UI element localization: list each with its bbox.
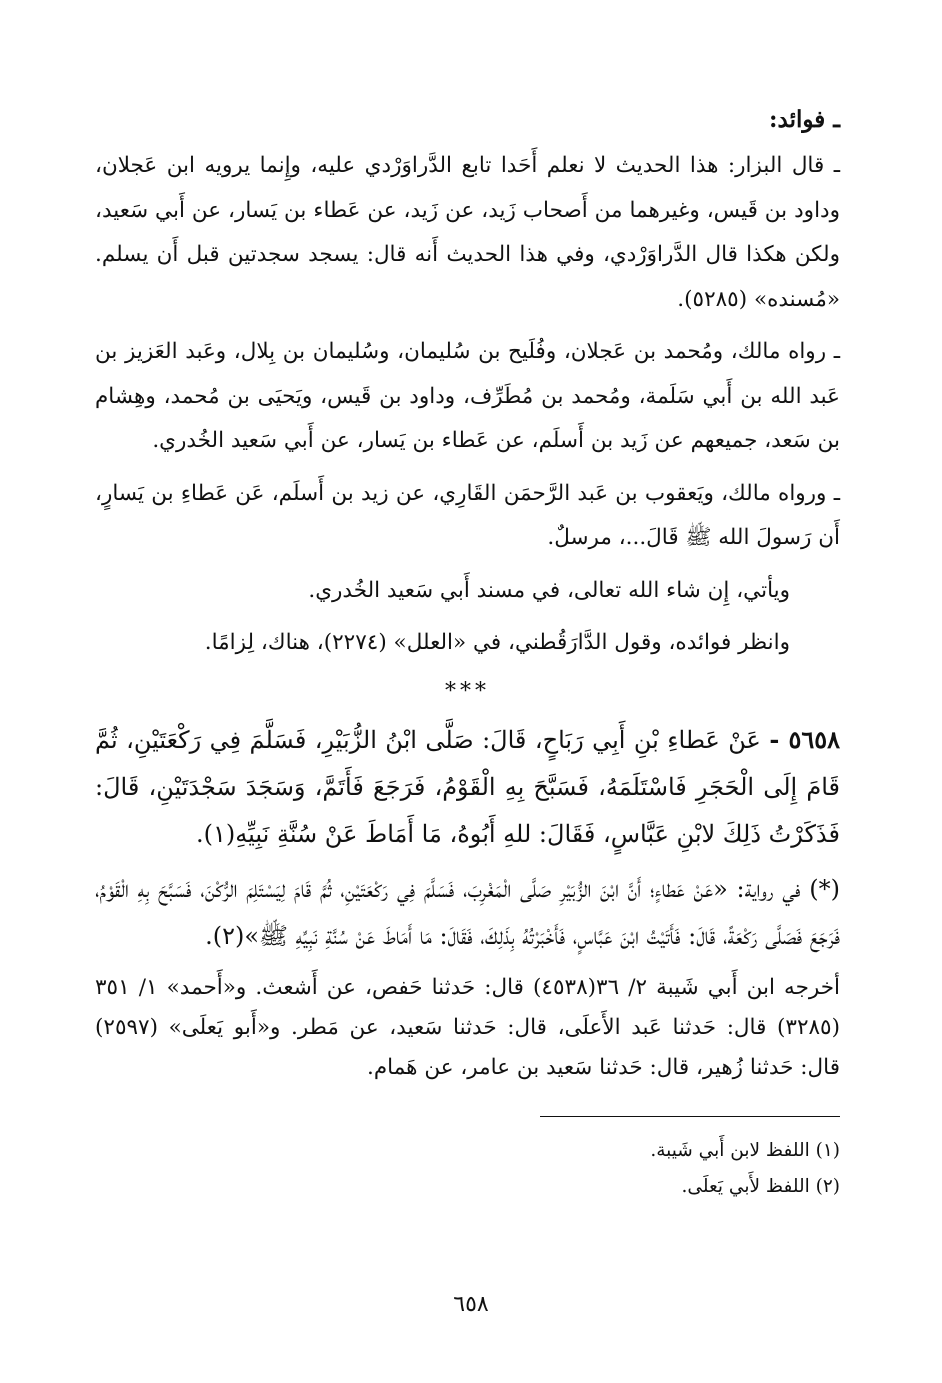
hadith-number: ٥٦٥٨ -	[769, 724, 840, 754]
hadith-text	[95, 716, 840, 858]
paragraph-see-musnad: ويأتي، إِن شاء الله تعالى، في مسند أَبي سَعيد الخُدري.	[308, 577, 790, 603]
paragraph-bazzar: ـ قال البزار: هذا الحديث لا نعلم أَحَدا تابع الدَّراوَرْدي عليه، وإِنما يرويه ابن عَجلان، وداود بن قَيس، وغيرهما من أَصحاب زَيد، عن زَيد، عن عَطاء بن يَسار، عن أَبي سَعيد، ولكن هكذا قال الدَّراوَرْدي، وفي هذا الحديث أَنه قال: يسجد سجدتين قبل أَن يسلم. «مُسنده» (٥٢٨٥).	[95, 153, 840, 312]
footnote-divider	[540, 1116, 840, 1117]
paragraph-see-ilal: وانظر فوائده، وقول الدَّارَقُطني، في «العلل» (٢٢٧٤)، هناك، لِزامًا.	[204, 630, 790, 655]
hadith-body: عَنْ عَطاءِ بْنِ أَبِي رَبَاحٍ، قَالَ: صَلَّى ابْنُ الزُّبَيْرِ، فَسَلَّمَ فِي رَكْعَتَيْنِ، ثُمَّ قَامَ إِلَى الْحَجَرِ فَاسْتَلَمَهُ، فَسَبَّحَ بِهِ الْقَوْمُ، فَرَجَعَ فَأَتَمَّ، وَسَجَدَ سَجْدَتَيْنِ، قَالَ: فَذَكَرْتُ ذَلِكَ لابْنِ عَبَّاسٍ، فَقَالَ: للهِ أَبُوهُ، مَا أَمَاطَ عَنْ سُنَّةِ نَبِيِّهِ(١).	[95, 725, 840, 848]
paragraph-narrators: ـ رواه مالك، ومُحمد بن عَجلان، وفُلَيح بن سُليمان، وسُليمان بن بِلال، وعَبد العَزيز بن عَبد الله بن أَبي سَلَمة، ومُحمد بن مُطَرِّف، وداود بن قَيس، ويَحيَى بن مُحمد، وهِشام بن سَعد، جميعهم عن زَيد بن أَسلَم، عن عَطاء بن يَسار، عن أَبي سَعيد الخُدري.	[95, 339, 840, 453]
section-heading: ـ فوائد:	[769, 106, 840, 133]
takhrij-source: أخرجه ابن أَبي شَيبة ٢/ ٣٦(٤٥٣٨) قال: حَدثنا حَفص، عن أَشعث. و«أَحمد» ١/ ٣٥١ (٣٢٨٥) قال: حَدثنا عَبد الأَعلَى، قال: حَدثنا سَعيد، عن مَطر. و«أَبو يَعلَى» (٢٥٩٧) قال: حَدثنا زُهير، قال: حَدثنا سَعيد بن عامر، عن هَمام.	[95, 974, 841, 1080]
hadith-variant: (*) في رواية: «عَنْ عَطاءٍ؛ أَنَّ ابْنَ الزُّبَيْرِ صَلَّى الْمَغْرِبَ، فَسَلَّمَ فِي رَكْعَتَيْنِ، ثُمَّ قَامَ لِيَسْتَلِمَ الرُّكْنَ، فَسَبَّحَ بِهِ الْقَوْمُ، فَرَجَعَ فَصَلَّى رَكْعَةً، قَالَ: فَأَتَيْتُ ابْنَ عَبَّاسٍ، فَأَخْبَرْتُهُ بِذَلِكَ، فَقَالَ: مَا أَمَاطَ عَنْ سُنَّةِ نَبِيِّهِ ﷺ»(٢).	[95, 874, 840, 950]
footnote-2: (٢) اللفظ لأَبي يَعلَى.	[681, 1175, 840, 1197]
section-separator: ***	[445, 678, 490, 704]
page-number: ٦٥٨	[453, 1292, 489, 1317]
document-page	[95, 100, 840, 1340]
footnote-1: (١) اللفظ لابن أَبي شَيبة.	[650, 1139, 840, 1161]
paragraph-mursal: ـ ورواه مالك، ويَعقوب بن عَبد الرَّحمَن القَارِي، عن زيد بن أَسلَم، عَن عَطاءِ بن يَسارٍ، أَن رَسولَ الله ﷺ قَالَ...، مرسلٌ.	[95, 480, 840, 550]
